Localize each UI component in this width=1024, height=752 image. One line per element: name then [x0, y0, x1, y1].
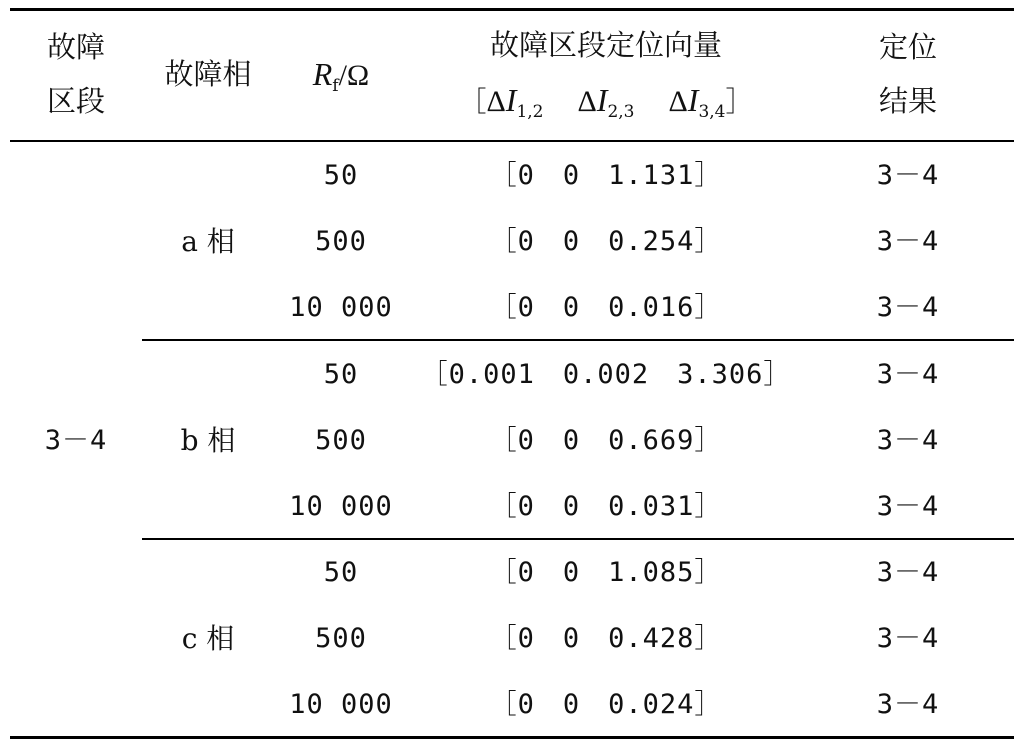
rf-cell: 10 000: [289, 689, 393, 720]
header-location-result-line1: 定位: [878, 30, 938, 64]
header-location-vector-components: $[\Delta I_{1,2}$ $\Delta I_{2,3}$ $\Delta I_{3,4}]$: [458, 82, 754, 122]
top-rule: [10, 8, 1014, 11]
vector-cell: ［0 0 0.669］: [489, 425, 723, 456]
vector-cell: ［0 0 1.131］: [489, 160, 723, 191]
rf-cell: 50: [323, 359, 359, 390]
phase-cell-a: a 相: [181, 225, 235, 258]
header-location-vector-title: 故障区段定位向量: [489, 28, 723, 62]
header-location-result-line2: 结果: [878, 84, 938, 118]
rf-cell: 50: [323, 160, 359, 191]
result-cell: 3－4: [876, 689, 940, 720]
result-cell: 3－4: [876, 491, 940, 522]
vector-cell: ［0 0 0.428］: [489, 623, 723, 654]
result-cell: 3－4: [876, 359, 940, 390]
group-divider-ab: [142, 339, 1014, 341]
result-cell: 3－4: [876, 557, 940, 588]
rf-cell: 50: [323, 557, 359, 588]
rf-cell: 500: [315, 425, 367, 456]
result-cell: 3－4: [876, 292, 940, 323]
vector-cell: ［0.001 0.002 3.306］: [420, 359, 792, 390]
header-fault-resistance: $R_f/\Omega$: [312, 56, 370, 96]
result-cell: 3－4: [876, 226, 940, 257]
vector-cell: ［0 0 0.016］: [489, 292, 723, 323]
vector-cell: ［0 0 0.031］: [489, 491, 723, 522]
vector-cell: ［0 0 0.254］: [489, 226, 723, 257]
group-divider-bc: [142, 538, 1014, 540]
header-fault-section-line2: 区段: [46, 84, 106, 118]
header-fault-section-line1: 故障: [46, 30, 106, 64]
header-rule: [10, 140, 1014, 142]
vector-cell: ［0 0 0.024］: [489, 689, 723, 720]
vector-cell: ［0 0 1.085］: [489, 557, 723, 588]
phase-cell-c: c 相: [181, 622, 235, 655]
rf-cell: 10 000: [289, 491, 393, 522]
phase-cell-b: b 相: [180, 424, 236, 457]
rf-cell: 10 000: [289, 292, 393, 323]
result-cell: 3－4: [876, 160, 940, 191]
bottom-rule: [10, 736, 1014, 739]
rf-cell: 500: [315, 226, 367, 257]
fault-section-cell: 3－4: [44, 425, 108, 456]
header-fault-phase: 故障相: [164, 57, 252, 91]
result-cell: 3－4: [876, 425, 940, 456]
result-cell: 3－4: [876, 623, 940, 654]
rf-cell: 500: [315, 623, 367, 654]
